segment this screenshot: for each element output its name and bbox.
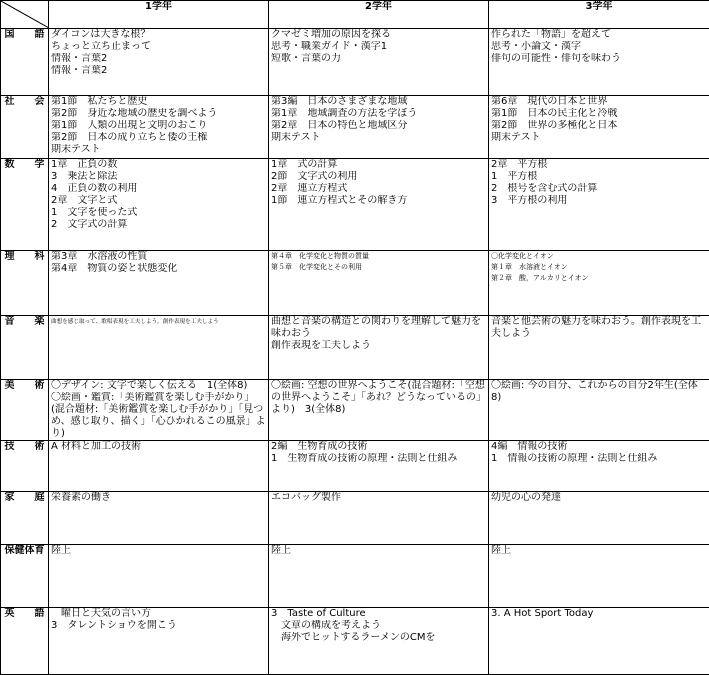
content-line: 〇化学変化とイオン — [491, 251, 707, 262]
subject-label: 音 楽 — [1, 316, 49, 380]
content-line: 第1節 人類の出現と文明のおこり — [51, 120, 266, 132]
content-line: 第2節 日本の成り立ちと倭の王権 — [51, 132, 266, 144]
grade-2-header: 2学年 — [269, 1, 489, 29]
content-line: 〇絵画: 空想の世界へようこそ(混合題材:「空想の世界へようこそ」「あれ？どうなっているの」より) 3(全体8) — [271, 380, 486, 416]
content-line: クマゼミ増加の原因を探る — [271, 29, 486, 41]
content-line: 第4章 物質の姿と状態変化 — [51, 263, 266, 275]
content-line: 文章の構成を考えよう — [271, 620, 486, 632]
content-line: 3. A Hot Sport Today — [491, 608, 707, 620]
subject-label: 数 学 — [1, 159, 49, 251]
content-line: 2章 平方根 — [491, 159, 707, 171]
content-line: 期末テスト — [51, 144, 266, 156]
cell-grade-1 — [49, 545, 269, 608]
cell-grade-2 — [269, 545, 489, 608]
content-line: 期末テスト — [491, 132, 707, 144]
content-line: 1 平方根 — [491, 171, 707, 183]
row-physical-education — [1, 545, 709, 608]
subject-label: 技 術 — [1, 441, 49, 492]
content-line: 2 根号を含む式の計算 — [491, 183, 707, 195]
content-line: 2章 連立方程式 — [271, 183, 486, 195]
content-line: 3 タレントショウを開こう — [51, 620, 266, 632]
row-music — [1, 316, 709, 380]
content-line: 3 Taste of Culture — [271, 608, 486, 620]
content-line: 〇絵画・鑑賞:「美術鑑賞を楽しむ手がかり」(混合題材:「美術鑑賞を楽しむ手がかり」「見つめ、感じ取り、描く」「心ひかれるこの風景」より) — [51, 392, 266, 440]
content-line: 曜日と天気の言い方 — [51, 608, 266, 620]
content-line: 1節 連立方程式とその解き方 — [271, 195, 486, 207]
content-line: 4 正負の数の利用 — [51, 183, 266, 195]
content-line: 作られた「物語」を超えて — [491, 29, 707, 41]
cell-grade-3 — [489, 380, 709, 441]
content-line: 期末テスト — [271, 132, 486, 144]
content-line: 2 文字式の計算 — [51, 219, 266, 231]
cell-grade-2 — [269, 159, 489, 251]
content-line: 第2章 日本の特色と地域区分 — [271, 120, 486, 132]
cell-grade-2 — [269, 608, 489, 675]
row-science — [1, 251, 709, 316]
row-math — [1, 159, 709, 251]
content-line: 第2節 身近な地域の歴史を調べよう — [51, 108, 266, 120]
row-technology — [1, 441, 709, 492]
row-social-studies — [1, 96, 709, 159]
cell-grade-3 — [489, 608, 709, 675]
content-line: 第2節 世界の多極化と日本 — [491, 120, 707, 132]
content-line: 1 情報の技術の原理・法則と仕組み — [491, 453, 707, 465]
cell-grade-3 — [489, 545, 709, 608]
content-line: 第3章 水溶液の性質 — [51, 251, 266, 263]
cell-grade-2 — [269, 96, 489, 159]
content-line: 海外でヒットするラーメンのCMを — [271, 632, 486, 644]
content-line: 栄養素の働き — [51, 492, 266, 504]
content-line: 思考・小論文・漢字 — [491, 41, 707, 53]
cell-grade-3 — [489, 316, 709, 380]
cell-grade-3 — [489, 159, 709, 251]
row-english — [1, 608, 709, 675]
cell-grade-1 — [49, 441, 269, 492]
content-line: 1 文字を使った式 — [51, 207, 266, 219]
content-line: 陸上 — [491, 545, 707, 557]
cell-grade-3 — [489, 251, 709, 316]
cell-grade-1 — [49, 29, 269, 96]
corner-cell — [1, 1, 49, 29]
subject-label: 美 術 — [1, 380, 49, 441]
cell-grade-1 — [49, 96, 269, 159]
content-line: 思考・職業ガイド・漢字1 — [271, 41, 486, 53]
cell-grade-1 — [49, 492, 269, 545]
cell-grade-3 — [489, 96, 709, 159]
subject-label: 家 庭 — [1, 492, 49, 545]
content-line: 1章 式の計算 — [271, 159, 486, 171]
cell-grade-1 — [49, 380, 269, 441]
content-line: 3 乗法と除法 — [51, 171, 266, 183]
grade-3-header: 3学年 — [489, 1, 709, 29]
content-line: 第6章 現代の日本と世界 — [491, 96, 707, 108]
cell-grade-1 — [49, 316, 269, 380]
cell-grade-2 — [269, 251, 489, 316]
content-line: 音楽と他芸術の魅力を味わおう。創作表現を工夫しよう — [491, 316, 707, 340]
content-line: 2編 生物育成の技術 — [271, 441, 486, 453]
content-line: 短歌・言葉の力 — [271, 53, 486, 65]
cell-grade-2 — [269, 316, 489, 380]
content-line: 幼児の心の発達 — [491, 492, 707, 504]
cell-grade-3 — [489, 492, 709, 545]
cell-grade-3 — [489, 441, 709, 492]
content-line: 第3編 日本のさまざまな地域 — [271, 96, 486, 108]
content-line: 曲想を感じ取って、歌唱表現を工夫しよう。創作表現を工夫しよう — [51, 316, 266, 328]
content-line: 第４章 化学変化と物質の質量 — [271, 251, 486, 262]
content-line: 曲想と音楽の構造との関わりを理解して魅力を味わおう — [271, 316, 486, 340]
row-home-economics — [1, 492, 709, 545]
content-line: ダイコンは大きな根？ — [51, 29, 266, 41]
cell-grade-2 — [269, 29, 489, 96]
subject-label: 社 会 — [1, 96, 49, 159]
content-line: 第1節 私たちと歴史 — [51, 96, 266, 108]
diagonal-line — [1, 1, 49, 28]
content-line: エコバッグ製作 — [271, 492, 486, 504]
cell-grade-2 — [269, 380, 489, 441]
content-line: 1 生物育成の技術の原理・法則と仕組み — [271, 453, 486, 465]
content-line: 第1節 日本の民主化と冷戦 — [491, 108, 707, 120]
content-line: A 材料と加工の技術 — [51, 441, 266, 453]
cell-grade-3 — [489, 29, 709, 96]
content-line: 3 平方根の利用 — [491, 195, 707, 207]
content-line: 第1章 地域調査の方法を学ぼう — [271, 108, 486, 120]
subject-label: 英 語 — [1, 608, 49, 675]
content-line: 陸上 — [271, 545, 486, 557]
content-line: 〇デザイン: 文字で楽しく伝える 1(全体8) — [51, 380, 266, 392]
row-japanese — [1, 29, 709, 96]
cell-grade-2 — [269, 441, 489, 492]
subject-label: 国 語 — [1, 29, 49, 96]
content-line: 情報・言葉2 — [51, 65, 266, 77]
subject-label: 理 科 — [1, 251, 49, 316]
content-line: 4編 情報の技術 — [491, 441, 707, 453]
cell-grade-1 — [49, 159, 269, 251]
content-line: 2節 文字式の利用 — [271, 171, 486, 183]
subject-label: 保健体育 — [1, 545, 49, 608]
content-line: 創作表現を工夫しよう — [271, 340, 486, 352]
content-line: 2章 文字と式 — [51, 195, 266, 207]
content-line: ちょっと立ち止まって — [51, 41, 266, 53]
content-line: 第２章 酸，アルカリとイオン — [491, 273, 707, 284]
cell-grade-1 — [49, 251, 269, 316]
row-art — [1, 380, 709, 441]
content-line: 第１章 水溶液とイオン — [491, 262, 707, 273]
cell-grade-1 — [49, 608, 269, 675]
content-line: 情報・言葉2 — [51, 53, 266, 65]
cell-grade-2 — [269, 492, 489, 545]
content-line: 俳句の可能性・俳句を味わう — [491, 53, 707, 65]
content-line: 陸上 — [51, 545, 266, 557]
header-row — [1, 1, 709, 29]
content-line: 1章 正負の数 — [51, 159, 266, 171]
content-line: 〇絵画: 今の自分、これからの自分2年生(全体8) — [491, 380, 707, 404]
content-line: 第５章 化学変化とその利用 — [271, 262, 486, 273]
grade-1-header: 1学年 — [49, 1, 269, 29]
